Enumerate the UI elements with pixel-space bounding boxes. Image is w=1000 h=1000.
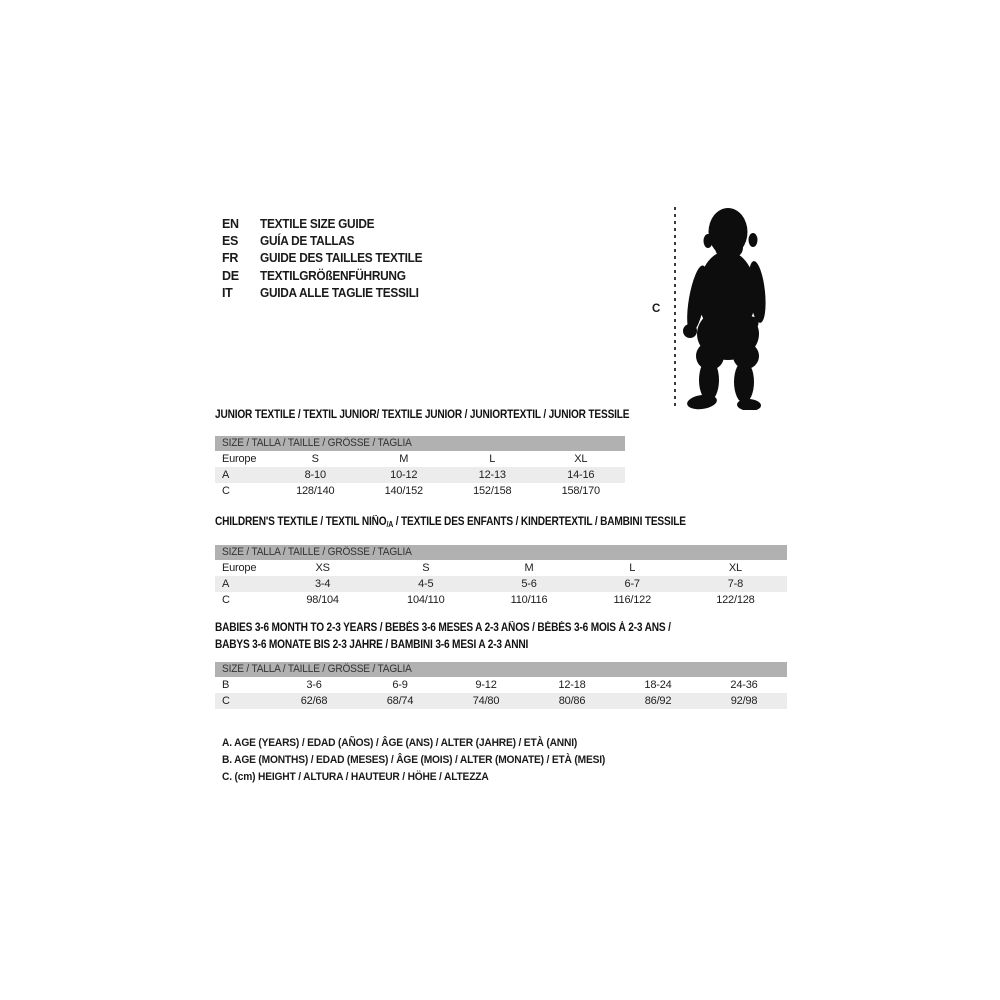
- height-cell: 68/74: [386, 695, 414, 707]
- age-cell: 5-6: [521, 578, 537, 590]
- age-cell: 9-12: [475, 679, 497, 691]
- language-title-block: [222, 215, 431, 302]
- title-subscript: /A: [386, 520, 394, 529]
- height-cell: 92/98: [730, 695, 758, 707]
- note-age-months: B. AGE (MONTHS) / EDAD (MESES) / ÂGE (MOIS) / ALTER (MONATE) / ETÀ (MESI): [222, 754, 606, 767]
- lang-code: DE: [222, 268, 239, 283]
- age-cell: 10-12: [390, 469, 418, 481]
- age-cell: 18-24: [644, 679, 672, 691]
- toddler-silhouette: [680, 204, 772, 410]
- childrens-textile-table: [215, 515, 787, 608]
- table-title-line2: BABYS 3-6 MONATE BIS 2-3 JAHRE / BAMBINI 3-6 MESI A 2-3 ANNI: [215, 638, 529, 651]
- age-cell: 8-10: [304, 469, 326, 481]
- age-cell: 4-5: [418, 578, 434, 590]
- table-row-age: [215, 467, 625, 483]
- lang-code: FR: [222, 251, 239, 266]
- height-cell: 104/110: [407, 594, 445, 606]
- table-row-height: [215, 483, 625, 499]
- size-cell: L: [629, 562, 636, 574]
- row-label: A: [222, 469, 230, 481]
- height-cell: 110/116: [510, 594, 548, 606]
- height-cell: 140/152: [384, 485, 423, 497]
- age-cell: 12-18: [558, 679, 586, 691]
- height-cell: 122/128: [716, 594, 755, 606]
- row-label: Europe: [222, 562, 257, 574]
- age-cell: 7-8: [727, 578, 744, 590]
- row-label: B: [222, 679, 230, 691]
- legend-notes: [222, 735, 634, 787]
- title-suffix: / TEXTILE DES ENFANTS / KINDERTEXTIL / BAMBINI TESSILE: [393, 516, 686, 528]
- age-cell: 24-36: [730, 679, 758, 691]
- size-cell: M: [399, 453, 409, 465]
- lang-label: GUÍA DE TALLAS: [260, 234, 355, 249]
- row-label: C: [222, 695, 230, 707]
- junior-textile-table: [215, 408, 630, 499]
- table-row-age: [215, 576, 787, 592]
- size-header-bar: [215, 545, 787, 560]
- lang-row-es: [222, 232, 431, 249]
- height-cell: 152/158: [473, 485, 512, 497]
- height-label-c: C: [652, 303, 661, 315]
- height-measure-line: [674, 207, 676, 407]
- height-cell: 158/170: [561, 485, 600, 497]
- table-row-europe: [215, 560, 787, 576]
- size-header-label: SIZE / TALLA / TAILLE / GRÖSSE / TAGLIA: [222, 437, 412, 449]
- size-cell: S: [311, 453, 319, 465]
- table-row-age-months: [215, 677, 787, 693]
- age-cell: 14-16: [567, 469, 595, 481]
- height-cell: 62/68: [300, 695, 328, 707]
- babies-textile-table: [215, 620, 787, 709]
- lang-row-en: [222, 215, 431, 232]
- size-header-bar: [215, 662, 787, 677]
- height-cell: 80/86: [558, 695, 586, 707]
- height-cell: 128/140: [296, 485, 335, 497]
- size-cell: M: [524, 562, 534, 574]
- age-cell: 3-4: [314, 578, 331, 590]
- size-cell: L: [489, 453, 496, 465]
- row-label: C: [222, 594, 230, 606]
- height-cell: 98/104: [306, 594, 339, 606]
- table-row-height: [215, 693, 787, 709]
- row-label: C: [222, 485, 230, 497]
- row-label: A: [222, 578, 230, 590]
- lang-label: TEXTILE SIZE GUIDE: [260, 216, 375, 231]
- age-cell: 6-9: [392, 679, 408, 691]
- table-row-height: [215, 592, 787, 608]
- table-title-line1: BABIES 3-6 MONTH TO 2-3 YEARS / BEBÉS 3-6 MESES A 2-3 AÑOS / BÉBÉS 3-6 MOIS À 2-3 ANS /: [215, 622, 671, 634]
- height-cell: 74/80: [472, 695, 500, 707]
- height-cell: 86/92: [644, 695, 672, 707]
- note-height-cm: C. (cm) HEIGHT / ALTURA / HAUTEUR / HÖHE / ALTEZZA: [222, 771, 489, 784]
- table-row-europe: [215, 451, 625, 467]
- size-cell: XL: [728, 562, 742, 574]
- size-header-label: SIZE / TALLA / TAILLE / GRÖSSE / TAGLIA: [222, 663, 412, 675]
- size-cell: XL: [574, 453, 588, 465]
- lang-code: ES: [222, 234, 239, 249]
- lang-row-fr: [222, 250, 431, 267]
- lang-label: GUIDE DES TAILLES TEXTILE: [260, 251, 423, 266]
- lang-code: EN: [222, 216, 239, 231]
- lang-label: GUIDA ALLE TAGLIE TESSILI: [260, 286, 419, 301]
- table-title: [215, 515, 718, 530]
- lang-row-it: [222, 285, 431, 302]
- table-title: JUNIOR TEXTILE / TEXTIL JUNIOR/ TEXTILE JUNIOR / JUNIORTEXTIL / JUNIOR TESSILE: [215, 409, 630, 421]
- age-cell: 12-13: [478, 469, 506, 481]
- size-cell: XS: [315, 562, 330, 574]
- size-cell: S: [422, 562, 430, 574]
- lang-code: IT: [222, 286, 233, 301]
- lang-row-de: [222, 267, 431, 284]
- size-header-label: SIZE / TALLA / TAILLE / GRÖSSE / TAGLIA: [222, 546, 412, 558]
- row-label: Europe: [222, 453, 257, 465]
- size-header-bar: [215, 436, 625, 451]
- height-cell: 116/122: [613, 594, 651, 606]
- note-age-years: A. AGE (YEARS) / EDAD (AÑOS) / ÂGE (ANS) / ALTER (JAHRE) / ETÀ (ANNI): [222, 737, 578, 749]
- age-cell: 6-7: [624, 578, 640, 590]
- lang-label: TEXTILGRÖßENFÜHRUNG: [260, 268, 406, 283]
- age-cell: 3-6: [306, 679, 322, 691]
- title-prefix: CHILDREN'S TEXTILE / TEXTIL NIÑO: [215, 516, 387, 528]
